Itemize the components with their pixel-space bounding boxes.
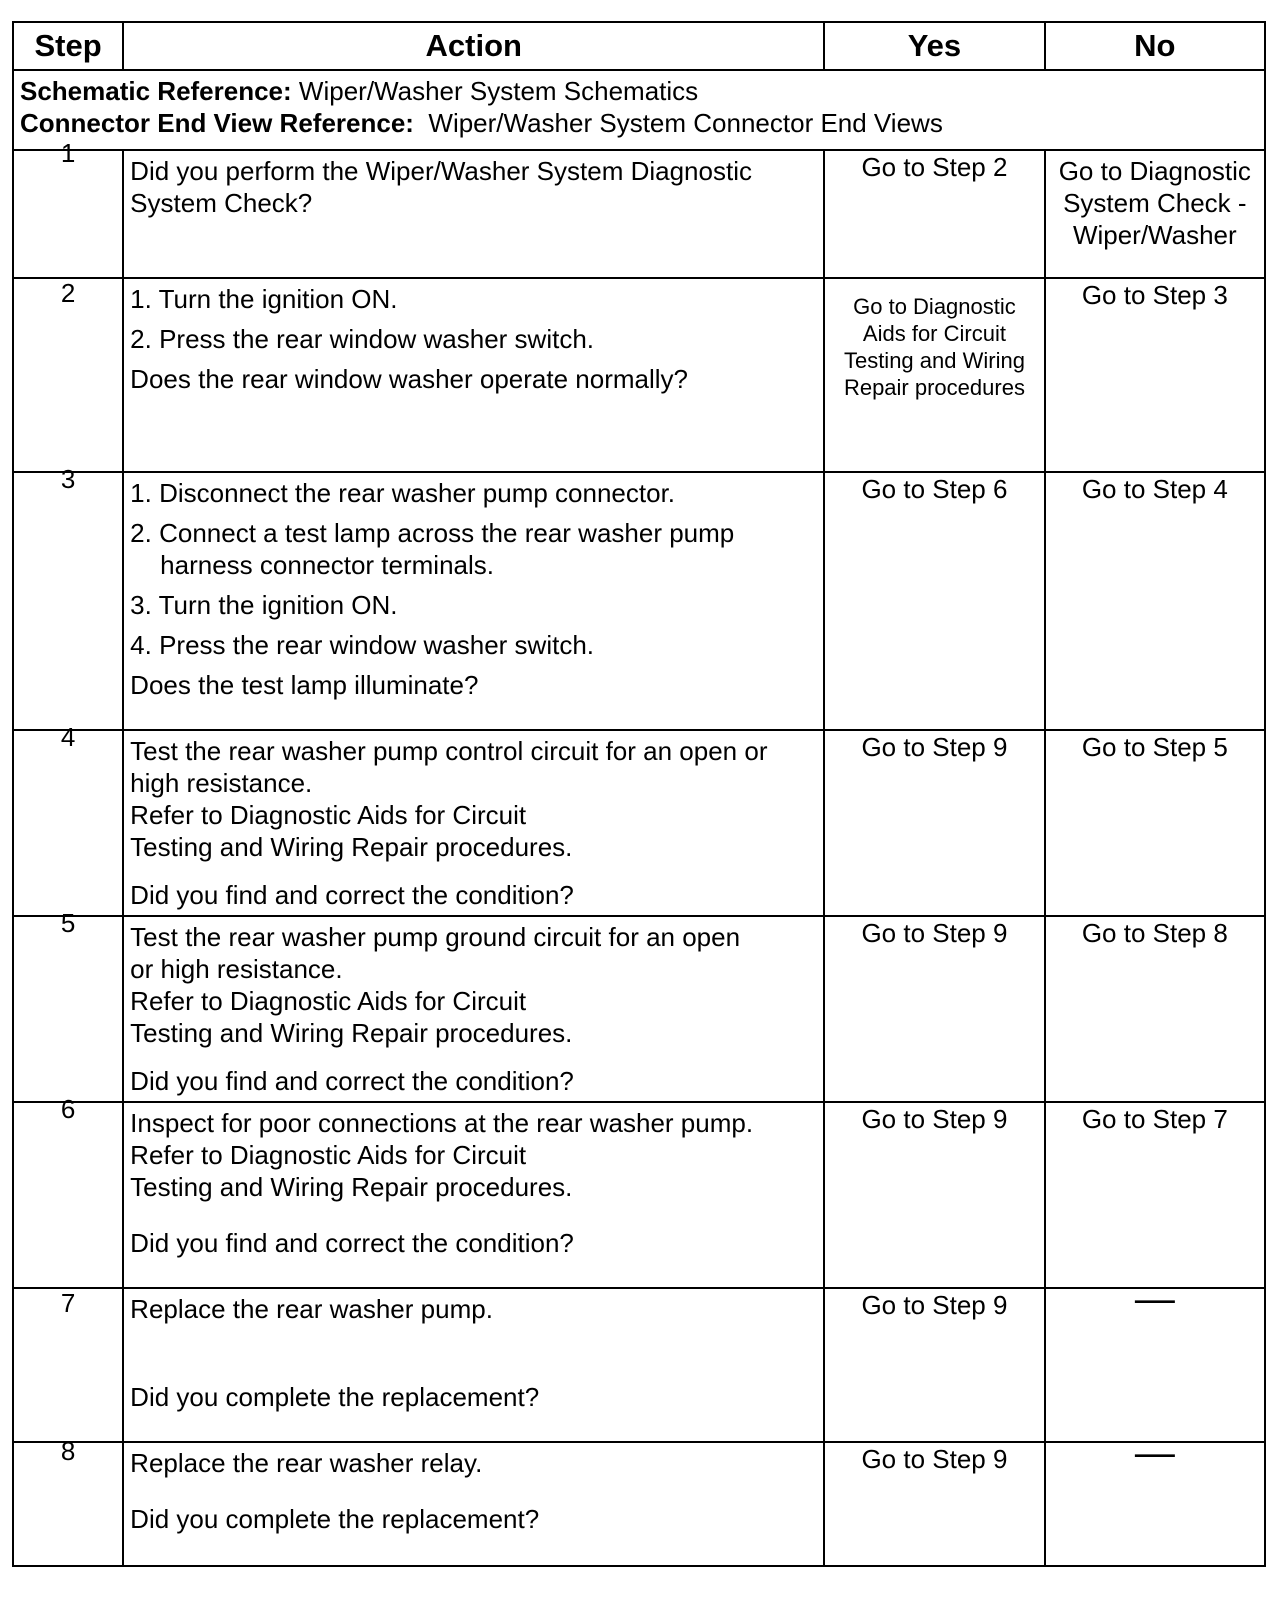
- action-line: Testing and Wiring Repair procedures.: [130, 1172, 573, 1202]
- action-line: Does the test lamp illuminate?: [130, 670, 479, 700]
- no-cell: Go to Step 3: [1045, 278, 1265, 472]
- connector-reference-value: Wiper/Washer System Connector End Views: [428, 108, 943, 138]
- action-cell: [123, 472, 824, 730]
- no-dash: —: [1134, 1431, 1175, 1475]
- action-line: Test the rear washer pump control circuit for an open or: [130, 736, 768, 766]
- table-row: [13, 278, 1265, 472]
- action-line: or high resistance.: [130, 954, 343, 984]
- step-number: [13, 722, 123, 916]
- action-line: Refer to Diagnostic Aids for Circuit: [130, 800, 527, 830]
- no-cell: Go to Step 8: [1045, 916, 1265, 1102]
- yes-cell: Go to Step 2: [824, 150, 1044, 278]
- no-cell: Go to Step 7: [1045, 1102, 1265, 1288]
- table-row: [13, 150, 1265, 278]
- yes-line-1: Go to Diagnostic: [853, 294, 1016, 319]
- action-line: Replace the rear washer pump.: [130, 1294, 493, 1324]
- step-number-text: 5: [60, 908, 76, 938]
- action-cell: [123, 278, 824, 472]
- action-line: Inspect for poor connections at the rear washer pump.: [130, 1108, 754, 1138]
- step-number-text: 4: [60, 722, 76, 752]
- step-number: [13, 1436, 123, 1566]
- action-line: Testing and Wiring Repair procedures.: [130, 832, 573, 862]
- no-cell: Go to Step 4: [1045, 472, 1265, 730]
- yes-cell: Go to Step 9: [824, 916, 1044, 1102]
- reference-row: [13, 70, 1265, 150]
- yes-cell: [824, 278, 1044, 472]
- no-dash: —: [1134, 1277, 1175, 1321]
- action-cell: [123, 916, 824, 1102]
- action-line: System Check?: [130, 188, 313, 218]
- action-line: 2. Connect a test lamp across the rear washer pump: [130, 518, 735, 548]
- no-line: Go to Diagnostic: [1058, 156, 1251, 186]
- header-row: [13, 22, 1265, 70]
- yes-line-3: Testing and Wiring: [843, 348, 1025, 373]
- header-yes: Yes: [824, 22, 1044, 70]
- schematic-reference: [20, 75, 1258, 107]
- yes-line-2: Aids for Circuit: [862, 321, 1006, 346]
- action-line: 4. Press the rear window washer switch.: [130, 630, 595, 660]
- no-cell: [1045, 1277, 1265, 1442]
- table-row: [13, 472, 1265, 730]
- table-row: [13, 1102, 1265, 1288]
- yes-cell: Go to Step 9: [824, 1442, 1044, 1566]
- no-cell: [1045, 1431, 1265, 1566]
- action-line: Did you complete the replacement?: [130, 1382, 540, 1412]
- connector-reference-label: Connector End View Reference:: [20, 108, 414, 138]
- no-cell: [1045, 150, 1265, 278]
- action-line: Refer to Diagnostic Aids for Circuit: [130, 1140, 527, 1170]
- yes-cell: Go to Step 6: [824, 472, 1044, 730]
- step-number-text: 8: [60, 1436, 76, 1466]
- table-row: [13, 1288, 1265, 1442]
- schematic-reference-label: Schematic Reference:: [20, 76, 292, 106]
- connector-reference: [20, 107, 1258, 139]
- header-step: Step: [13, 22, 123, 70]
- action-cell: [123, 150, 824, 278]
- action-line: 1. Disconnect the rear washer pump connector.: [130, 478, 676, 508]
- header-action: Action: [123, 22, 824, 70]
- step-number: [13, 138, 123, 278]
- table-row: [13, 1442, 1265, 1566]
- step-number-text: 3: [60, 464, 76, 494]
- no-cell: Go to Step 5: [1045, 730, 1265, 916]
- action-cell: [123, 1442, 824, 1566]
- action-line: Did you find and correct the condition?: [130, 880, 574, 910]
- reference-cell: [13, 70, 1265, 150]
- no-line: System Check -: [1063, 188, 1247, 218]
- step-number-text: 6: [60, 1094, 76, 1124]
- action-line: Does the rear window washer operate normally?: [130, 364, 689, 394]
- step-number-text: 7: [60, 1288, 76, 1318]
- step-number-text: 1: [60, 138, 76, 168]
- action-line: Test the rear washer pump ground circuit for an open: [130, 922, 741, 952]
- action-line: Did you find and correct the condition?: [130, 1228, 574, 1258]
- action-line: harness connector terminals.: [160, 550, 494, 580]
- yes-cell: Go to Step 9: [824, 1102, 1044, 1288]
- action-line: Did you find and correct the condition?: [130, 1066, 574, 1096]
- action-cell: [123, 730, 824, 916]
- action-line: Testing and Wiring Repair procedures.: [130, 1018, 573, 1048]
- action-line: 2. Press the rear window washer switch.: [130, 324, 595, 354]
- yes-line: [825, 283, 1043, 401]
- action-line: Did you perform the Wiper/Washer System Diagnostic: [130, 156, 752, 186]
- action-cell: [123, 1288, 824, 1442]
- step-number: [13, 908, 123, 1102]
- action-line: Replace the rear washer relay.: [130, 1448, 483, 1478]
- table-row: [13, 730, 1265, 916]
- step-number: [13, 464, 123, 730]
- action-line: 1. Turn the ignition ON.: [130, 284, 398, 314]
- header-no: No: [1045, 22, 1265, 70]
- action-line: high resistance.: [130, 768, 313, 798]
- schematic-reference-value: Wiper/Washer System Schematics: [298, 76, 699, 106]
- table-row: [13, 916, 1265, 1102]
- action-line: Did you complete the replacement?: [130, 1504, 540, 1534]
- yes-cell: Go to Step 9: [824, 1288, 1044, 1442]
- step-number-text: 2: [60, 278, 76, 308]
- action-line: 3. Turn the ignition ON.: [130, 590, 398, 620]
- yes-line-4: Repair procedures: [843, 375, 1025, 400]
- no-line: Wiper/Washer: [1072, 220, 1237, 250]
- diagnostic-table: [12, 21, 1266, 1567]
- step-number: [13, 278, 123, 472]
- step-number: [13, 1288, 123, 1442]
- action-line: Refer to Diagnostic Aids for Circuit: [130, 986, 527, 1016]
- action-cell: [123, 1102, 824, 1288]
- step-number: [13, 1094, 123, 1288]
- yes-cell: Go to Step 9: [824, 730, 1044, 916]
